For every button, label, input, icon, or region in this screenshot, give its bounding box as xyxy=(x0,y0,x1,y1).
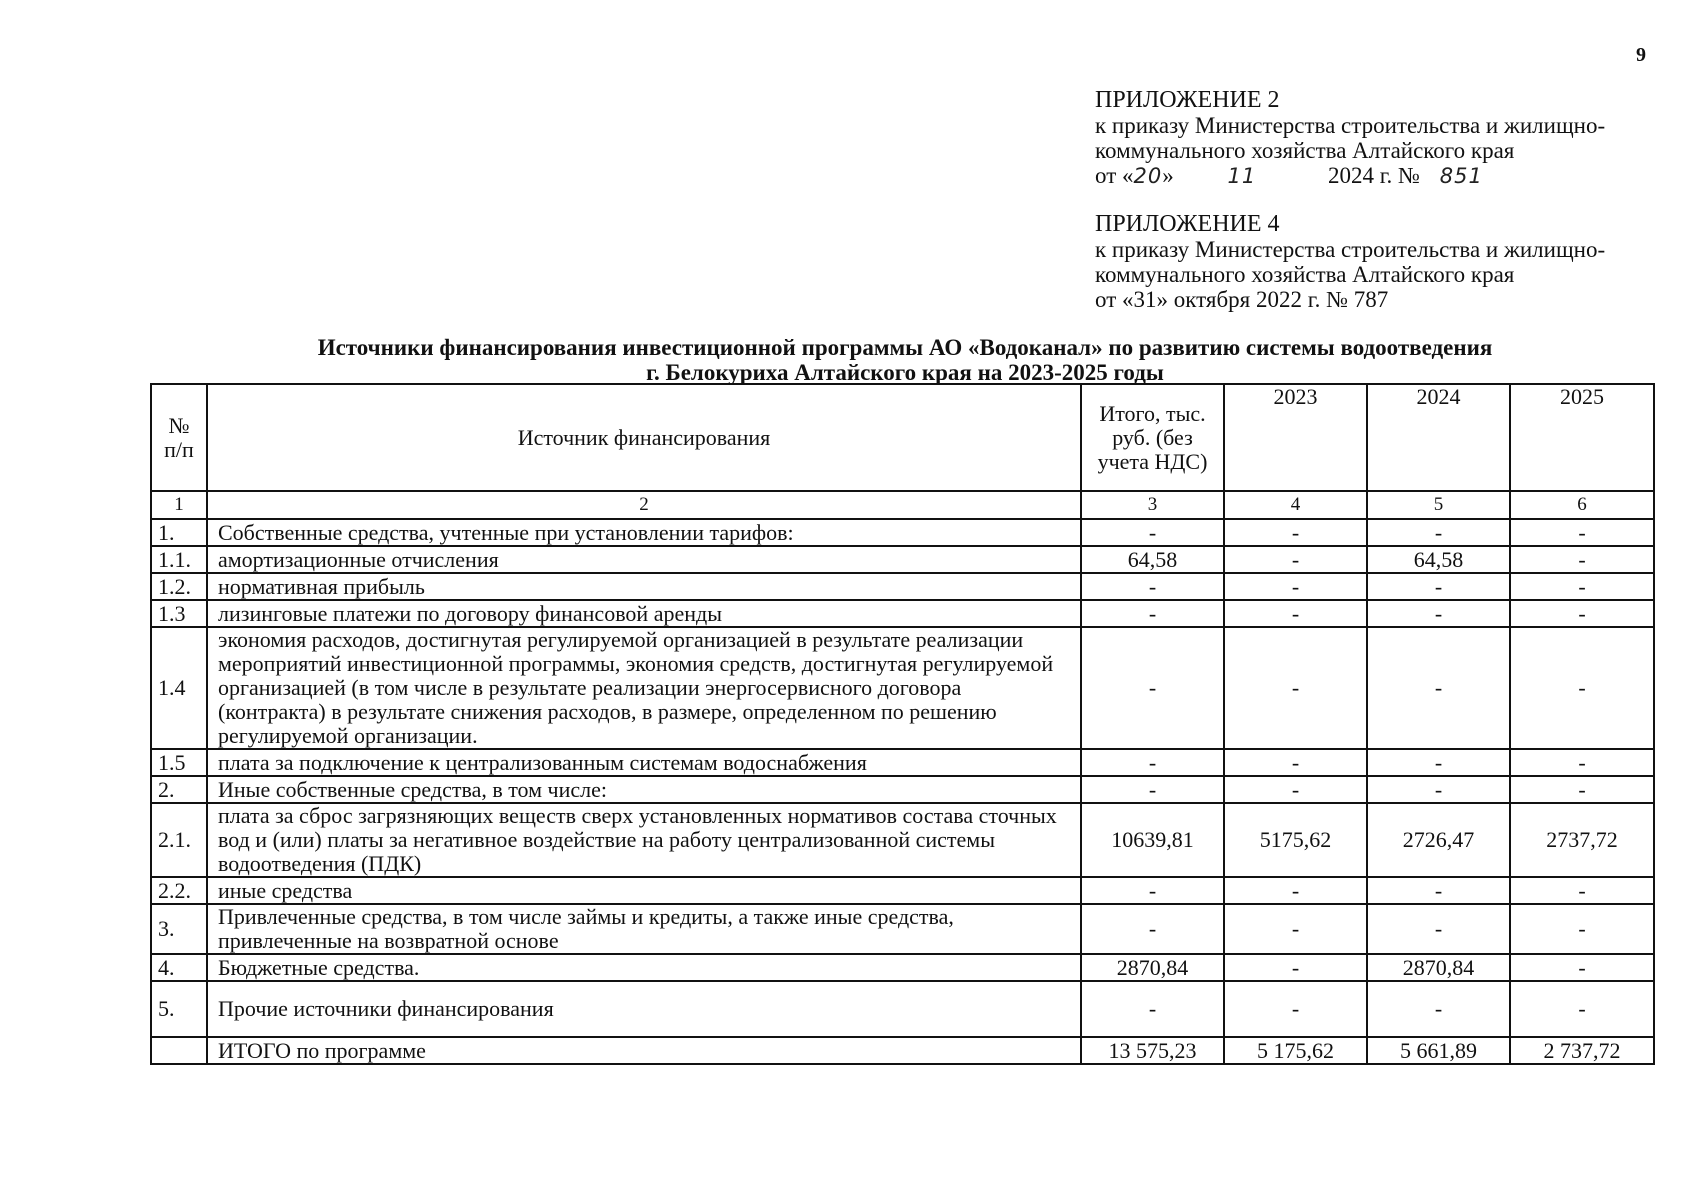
header-year-2023: 2023 xyxy=(1224,384,1367,491)
column-number: 4 xyxy=(1224,491,1367,519)
row-2025: - xyxy=(1510,877,1654,904)
table-row xyxy=(151,627,1654,749)
row-total: - xyxy=(1081,627,1224,749)
row-2025: - xyxy=(1510,600,1654,627)
column-number: 3 xyxy=(1081,491,1224,519)
row-total: - xyxy=(1081,904,1224,954)
row-total: - xyxy=(1081,776,1224,803)
header-source: Источник финансирования xyxy=(207,384,1081,491)
table-row xyxy=(151,981,1654,1037)
table-row xyxy=(151,519,1654,546)
appendix-ministry-line: коммунального хозяйства Алтайского края xyxy=(1095,262,1515,287)
table-row xyxy=(151,803,1654,877)
row-2024: 5 661,89 xyxy=(1367,1037,1510,1064)
table-row xyxy=(151,573,1654,600)
handwritten-month: 11 xyxy=(1227,164,1257,188)
title-line-2: г. Белокуриха Алтайского края на 2023-2025 годы xyxy=(646,360,1164,385)
row-2024: - xyxy=(1367,627,1510,749)
row-2024: - xyxy=(1367,877,1510,904)
row-2023: 5 175,62 xyxy=(1224,1037,1367,1064)
row-total: 64,58 xyxy=(1081,546,1224,573)
table-header-row xyxy=(151,384,1654,491)
row-2025: 2737,72 xyxy=(1510,803,1654,877)
row-source: амортизационные отчисления xyxy=(207,546,1081,573)
header-total: Итого, тыс. руб. (без учета НДС) xyxy=(1081,384,1224,491)
row-2025: - xyxy=(1510,546,1654,573)
row-2023: - xyxy=(1224,546,1367,573)
total-row xyxy=(151,1037,1654,1064)
row-2024: - xyxy=(1367,519,1510,546)
row-source: Привлеченные средства, в том числе займы и кредиты, а также иные средства, привлеченные на возвратной основе xyxy=(207,904,1081,954)
row-2023: 5175,62 xyxy=(1224,803,1367,877)
row-number: 2.1. xyxy=(151,803,207,877)
row-2023: - xyxy=(1224,776,1367,803)
row-number: 1. xyxy=(151,519,207,546)
row-number: 3. xyxy=(151,904,207,954)
row-2023: - xyxy=(1224,627,1367,749)
row-2025: - xyxy=(1510,749,1654,776)
row-number xyxy=(151,1037,207,1064)
table-row xyxy=(151,749,1654,776)
row-2024: - xyxy=(1367,981,1510,1037)
row-2024: - xyxy=(1367,600,1510,627)
appendix-heading: ПРИЛОЖЕНИЕ 2 xyxy=(1095,87,1280,113)
row-2024: - xyxy=(1367,776,1510,803)
row-2024: - xyxy=(1367,749,1510,776)
row-2023: - xyxy=(1224,749,1367,776)
row-2025: - xyxy=(1510,519,1654,546)
row-2024: 2870,84 xyxy=(1367,954,1510,981)
appendix-heading: ПРИЛОЖЕНИЕ 4 xyxy=(1095,211,1280,237)
table-row xyxy=(151,954,1654,981)
row-total: - xyxy=(1081,600,1224,627)
header-year-2024: 2024 xyxy=(1367,384,1510,491)
row-source: экономия расходов, достигнутая регулируемой организацией в результате реализации мероприятий инвестиционной программы, экономия средств, достигнутая регулируемой организацией (в том числе в результате реализации энергосервисного договора (контракта) в результате снижения расходов, в размере, определенном по решению регулируемой организации. xyxy=(207,627,1081,749)
handwritten-order-number: 851 xyxy=(1439,164,1483,188)
row-total: 2870,84 xyxy=(1081,954,1224,981)
row-total: - xyxy=(1081,877,1224,904)
column-number: 6 xyxy=(1510,491,1654,519)
row-total: 13 575,23 xyxy=(1081,1037,1224,1064)
row-number: 1.5 xyxy=(151,749,207,776)
row-number: 2.2. xyxy=(151,877,207,904)
row-total: - xyxy=(1081,573,1224,600)
table-row xyxy=(151,877,1654,904)
title-line-1: Источники финансирования инвестиционной программы АО «Водоканал» по развитию системы водоотведения xyxy=(317,335,1493,360)
row-2023: - xyxy=(1224,904,1367,954)
appendix-date-line: от «31» октября 2022 г. № 787 xyxy=(1095,287,1389,312)
row-number: 1.3 xyxy=(151,600,207,627)
table-row xyxy=(151,600,1654,627)
handwritten-day: 20 xyxy=(1133,164,1163,188)
row-2024: - xyxy=(1367,573,1510,600)
row-2025: - xyxy=(1510,573,1654,600)
row-2023: - xyxy=(1224,877,1367,904)
column-number: 2 xyxy=(207,491,1081,519)
financing-sources-table xyxy=(150,383,1655,1065)
column-number: 1 xyxy=(151,491,207,519)
header-num: № п/п xyxy=(151,384,207,491)
row-2025: - xyxy=(1510,954,1654,981)
row-total: - xyxy=(1081,519,1224,546)
date-year-number: 2024 г. № xyxy=(1327,163,1421,188)
row-total: 10639,81 xyxy=(1081,803,1224,877)
appendix-4-block xyxy=(1095,212,1605,312)
row-2023: - xyxy=(1224,519,1367,546)
row-total: - xyxy=(1081,981,1224,1037)
row-source: Прочие источники финансирования xyxy=(207,981,1081,1037)
row-2024: 2726,47 xyxy=(1367,803,1510,877)
row-2023: - xyxy=(1224,573,1367,600)
column-number-row xyxy=(151,491,1654,519)
table-row xyxy=(151,776,1654,803)
date-prefix: от « xyxy=(1095,163,1134,188)
row-number: 2. xyxy=(151,776,207,803)
row-2023: - xyxy=(1224,600,1367,627)
header-year-2025: 2025 xyxy=(1510,384,1654,491)
appendix-ministry-line: коммунального хозяйства Алтайского края xyxy=(1095,138,1515,163)
row-2023: - xyxy=(1224,954,1367,981)
row-number: 1.1. xyxy=(151,546,207,573)
row-2024: 64,58 xyxy=(1367,546,1510,573)
table-row xyxy=(151,546,1654,573)
row-source: нормативная прибыль xyxy=(207,573,1081,600)
row-number: 4. xyxy=(151,954,207,981)
page-number: 9 xyxy=(1636,44,1646,66)
row-total: - xyxy=(1081,749,1224,776)
row-2025: 2 737,72 xyxy=(1510,1037,1654,1064)
appendix-2-block xyxy=(1095,88,1605,189)
appendix-order-line: к приказу Министерства строительства и жилищно- xyxy=(1095,113,1606,138)
row-source: плата за подключение к централизованным системам водоснабжения xyxy=(207,749,1081,776)
column-number: 5 xyxy=(1367,491,1510,519)
row-source: Собственные средства, учтенные при установлении тарифов: xyxy=(207,519,1081,546)
row-source: Бюджетные средства. xyxy=(207,954,1081,981)
row-2025: - xyxy=(1510,627,1654,749)
row-source: лизинговые платежи по договору финансовой аренды xyxy=(207,600,1081,627)
date-close-quote: » xyxy=(1162,163,1174,188)
table-row xyxy=(151,904,1654,954)
document-title xyxy=(150,335,1660,385)
row-2024: - xyxy=(1367,904,1510,954)
row-source: иные средства xyxy=(207,877,1081,904)
appendix-order-line: к приказу Министерства строительства и жилищно- xyxy=(1095,237,1606,262)
row-2023: - xyxy=(1224,981,1367,1037)
row-source: ИТОГО по программе xyxy=(207,1037,1081,1064)
row-number: 1.2. xyxy=(151,573,207,600)
appendix-date-line xyxy=(1095,163,1605,189)
row-number: 5. xyxy=(151,981,207,1037)
row-2025: - xyxy=(1510,981,1654,1037)
row-source: Иные собственные средства, в том числе: xyxy=(207,776,1081,803)
row-2025: - xyxy=(1510,776,1654,803)
row-2025: - xyxy=(1510,904,1654,954)
row-number: 1.4 xyxy=(151,627,207,749)
row-source: плата за сброс загрязняющих веществ сверх установленных нормативов состава сточных вод и (или) платы за негативное воздействие на работу централизованной системы водоотведения (ПДК) xyxy=(207,803,1081,877)
